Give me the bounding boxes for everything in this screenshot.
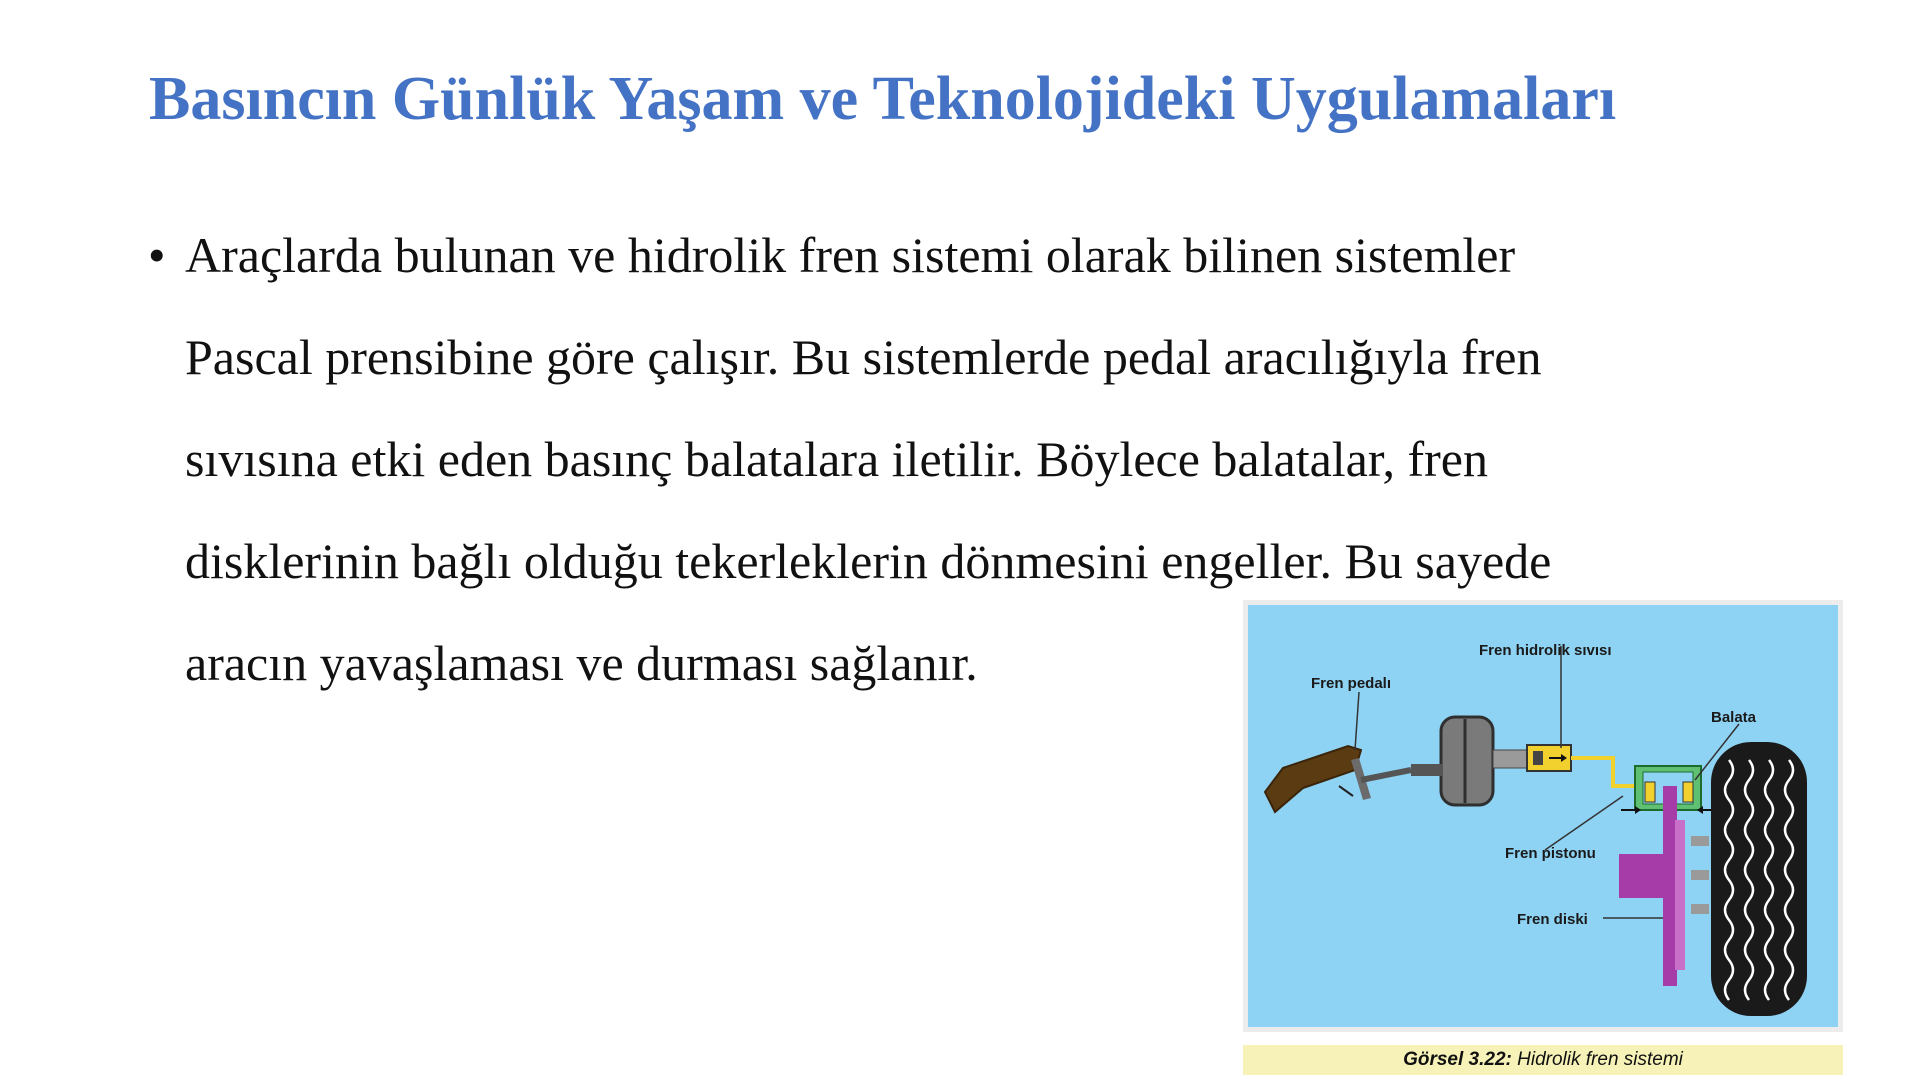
paragraph-line: disklerinin bağlı olduğu tekerleklerin dönmesini engeller. Bu sayede — [185, 533, 1552, 589]
tire — [1711, 742, 1807, 1016]
disc-label: Fren diski — [1517, 911, 1588, 928]
piston-label: Fren pistonu — [1505, 845, 1596, 862]
slide-title: Basıncın Günlük Yaşam ve Teknolojideki Uygulamaları — [149, 65, 1617, 133]
paragraph-line: Araçlarda bulunan ve hidrolik fren sistemi olarak bilinen sistemler — [185, 227, 1516, 283]
caption-text: Hidrolik fren sistemi — [1517, 1049, 1683, 1070]
bullet-symbol: • — [148, 227, 166, 283]
pedal-label: Fren pedalı — [1311, 675, 1392, 692]
caption-label: Görsel 3.22: — [1403, 1049, 1512, 1070]
brake-diagram-svg — [1243, 600, 1843, 1032]
pad-label: Balata — [1711, 709, 1757, 726]
hub-bolt — [1691, 904, 1709, 914]
fluid-label: Fren hidrolik sıvısı — [1479, 642, 1612, 659]
figure-caption — [1243, 1045, 1843, 1075]
paragraph-line: sıvısına etki eden basınç balatalara iletilir. Böylece balatalar, fren — [185, 431, 1489, 487]
paragraph-line: aracın yavaşlaması ve durması sağlanır. — [185, 635, 978, 691]
hydraulic-brake-diagram — [1243, 600, 1843, 1032]
paragraph-line: Pascal prensibine göre çalışır. Bu sistemlerde pedal aracılığıyla fren — [185, 329, 1542, 385]
hub-bolt — [1691, 870, 1709, 880]
brake-system-figure — [1243, 600, 1843, 1075]
hub-bolt — [1691, 836, 1709, 846]
